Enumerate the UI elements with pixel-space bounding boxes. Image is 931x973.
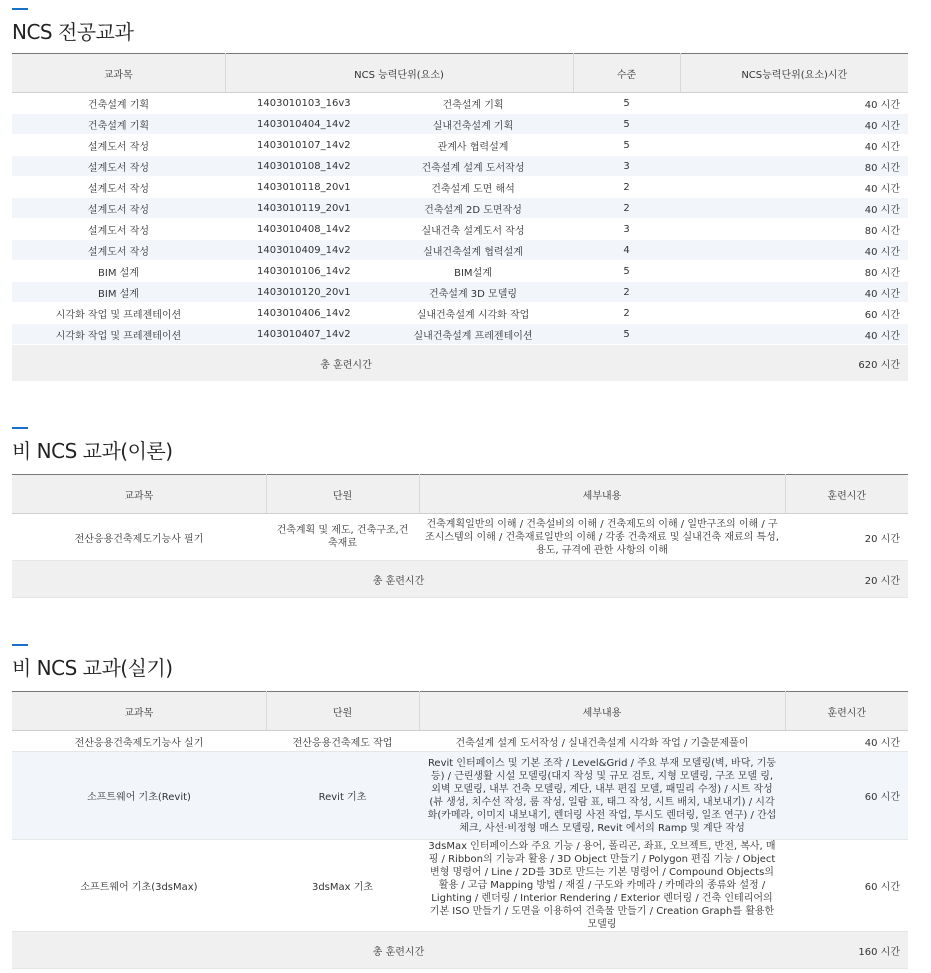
total-hours: 20 시간: [785, 561, 908, 598]
cell-hours: 40 시간: [680, 324, 908, 345]
cell-unit: 전산응용건축제도 작업: [266, 731, 419, 752]
cell-subject: 건축설계 기획: [12, 93, 225, 114]
cell-subject: 시각화 작업 및 프레젠테이션: [12, 324, 225, 345]
table-row: [12, 731, 908, 752]
cell-unit: 건축설계 설계 도서작성: [373, 156, 573, 177]
cell-hours: 40 시간: [680, 282, 908, 303]
cell-level: 3: [573, 156, 680, 177]
cell-code: 1403010404_14v2: [225, 114, 373, 135]
cell-level: 5: [573, 93, 680, 114]
cell-hours: 60 시간: [785, 840, 908, 932]
theory-table: [12, 474, 908, 598]
cell-unit: 실내건축 설계도서 작성: [373, 219, 573, 240]
cell-hours: 40 시간: [680, 177, 908, 198]
total-label: 총 훈련시간: [12, 932, 785, 969]
header-hours: 훈련시간: [785, 475, 908, 514]
cell-code: 1403010407_14v2: [225, 324, 373, 345]
cell-subject: 설계도서 작성: [12, 177, 225, 198]
table-row: [12, 752, 908, 840]
cell-level: 5: [573, 135, 680, 156]
cell-level: 2: [573, 177, 680, 198]
cell-unit: 관계사 협력설계: [373, 135, 573, 156]
cell-detail: 건축계획일반의 이해 / 건축설비의 이해 / 건축제도의 이해 / 일반구조의 이해 / 구조시스템의 이해 / 건축재료일반의 이해 / 각종 건축재료 및 실내건축 재료의 특성, 용도, 규격에 관한 사항의 이해: [419, 514, 785, 561]
header-subject: 교과목: [12, 54, 225, 93]
cell-hours: 60 시간: [785, 752, 908, 840]
cell-level: 5: [573, 261, 680, 282]
cell-hours: 40 시간: [680, 135, 908, 156]
table-row: [12, 240, 908, 261]
table-header-row: [12, 54, 908, 93]
table-row: [12, 198, 908, 219]
section-accent: [12, 8, 28, 10]
practice-table: [12, 691, 908, 969]
cell-unit: 건축계획 및 제도, 건축구조,건축재료: [266, 514, 419, 561]
cell-unit: 실내건축설계 시각화 작업: [373, 303, 573, 324]
table-row: [12, 135, 908, 156]
cell-code: 1403010107_14v2: [225, 135, 373, 156]
cell-hours: 40 시간: [680, 93, 908, 114]
cell-detail: Revit 인터페이스 및 기본 조작 / Level&Grid / 주요 부재 모델링(벽, 바닥, 기둥 등) / 근린생활 시설 모델링(대지 작성 및 규모 검토, 지형 모델링, 구조 모델 링, 외벽 모델링, 내부 건축 모델링, 계단, 내부 편집 모델, 패밀리 수정) / 시트 작성(뷰 생성, 치수선 작성, 룸 작성, 일람 표, 태그 작성, 시트 배치, 내보내기) / 시각화(카메라, 이미지 내보내기, 렌더링 사전 작업, 투시도 렌더링, 일조 연구) / 간섭 체크, 사선·비정형 매스 모델링, Revit 에서의 Ramp 및 계단 작성: [419, 752, 785, 840]
cell-unit: 실내건축설계 협력설계: [373, 240, 573, 261]
cell-code: 1403010108_14v2: [225, 156, 373, 177]
cell-subject: 건축설계 기획: [12, 114, 225, 135]
table-row: [12, 156, 908, 177]
practice-section: [12, 644, 908, 966]
cell-code: 1403010409_14v2: [225, 240, 373, 261]
table-row: [12, 219, 908, 240]
header-level: 수준: [573, 54, 680, 93]
header-detail: 세부내용: [419, 475, 785, 514]
cell-subject: 소프트웨어 기초(Revit): [12, 752, 266, 840]
section-accent: [12, 427, 28, 429]
cell-level: 3: [573, 219, 680, 240]
table-row: [12, 114, 908, 135]
total-label: 총 훈련시간: [12, 561, 785, 598]
cell-subject: 설계도서 작성: [12, 240, 225, 261]
cell-subject: 소프트웨어 기초(3dsMax): [12, 840, 266, 932]
cell-unit: 3dsMax 기초: [266, 840, 419, 932]
cell-subject: 전산응용건축제도기능사 필기: [12, 514, 266, 561]
table-row: [12, 282, 908, 303]
cell-detail: 건축설계 설계 도서작성 / 실내건축설계 시각화 작업 / 기출문제풀이: [419, 731, 785, 752]
cell-subject: BIM 설계: [12, 261, 225, 282]
cell-unit: BIM설계: [373, 261, 573, 282]
table-header-row: [12, 692, 908, 731]
total-label: 총 훈련시간: [12, 345, 680, 382]
table-row: [12, 324, 908, 345]
cell-subject: 설계도서 작성: [12, 156, 225, 177]
cell-unit: 실내건축설계 기획: [373, 114, 573, 135]
cell-unit: 건축설계 2D 도면작성: [373, 198, 573, 219]
cell-subject: 설계도서 작성: [12, 135, 225, 156]
cell-unit: 건축설계 3D 모델링: [373, 282, 573, 303]
header-unit: NCS 능력단위(요소): [225, 54, 573, 93]
header-subject: 교과목: [12, 692, 266, 731]
cell-code: 1403010120_20v1: [225, 282, 373, 303]
cell-level: 2: [573, 282, 680, 303]
cell-subject: 시각화 작업 및 프레젠테이션: [12, 303, 225, 324]
section-accent: [12, 644, 28, 646]
cell-level: 4: [573, 240, 680, 261]
cell-level: 5: [573, 324, 680, 345]
header-unit: 단원: [266, 475, 419, 514]
cell-hours: 40 시간: [785, 731, 908, 752]
header-hours: 훈련시간: [785, 692, 908, 731]
cell-hours: 40 시간: [680, 114, 908, 135]
cell-hours: 60 시간: [680, 303, 908, 324]
cell-hours: 80 시간: [680, 156, 908, 177]
cell-unit: 실내건축설계 프레젠테이션: [373, 324, 573, 345]
cell-subject: 설계도서 작성: [12, 198, 225, 219]
header-unit: 단원: [266, 692, 419, 731]
cell-code: 1403010119_20v1: [225, 198, 373, 219]
ncs-table: [12, 53, 908, 382]
table-row: [12, 514, 908, 561]
cell-hours: 80 시간: [680, 219, 908, 240]
total-row: [12, 345, 908, 382]
cell-code: 1403010106_14v2: [225, 261, 373, 282]
cell-subject: 전산응용건축제도기능사 실기: [12, 731, 266, 752]
cell-unit: 건축설계 도면 해석: [373, 177, 573, 198]
total-hours: 160 시간: [785, 932, 908, 969]
cell-hours: 40 시간: [680, 240, 908, 261]
header-detail: 세부내용: [419, 692, 785, 731]
table-row: [12, 261, 908, 282]
header-hours: NCS능력단위(요소)시간: [680, 54, 908, 93]
section-title: 비 NCS 교과(실기): [12, 656, 173, 680]
cell-hours: 80 시간: [680, 261, 908, 282]
table-header-row: [12, 475, 908, 514]
cell-unit: Revit 기초: [266, 752, 419, 840]
section-title: 비 NCS 교과(이론): [12, 439, 173, 463]
ncs-section: [12, 8, 908, 380]
total-row: [12, 932, 908, 969]
cell-code: 1403010408_14v2: [225, 219, 373, 240]
total-row: [12, 561, 908, 598]
table-row: [12, 177, 908, 198]
cell-hours: 20 시간: [785, 514, 908, 561]
total-hours: 620 시간: [680, 345, 908, 382]
cell-unit: 건축설계 기획: [373, 93, 573, 114]
cell-code: 1403010118_20v1: [225, 177, 373, 198]
table-row: [12, 303, 908, 324]
cell-level: 5: [573, 114, 680, 135]
cell-subject: 설계도서 작성: [12, 219, 225, 240]
cell-level: 2: [573, 303, 680, 324]
cell-code: 1403010103_16v3: [225, 93, 373, 114]
theory-section: [12, 427, 908, 597]
cell-code: 1403010406_14v2: [225, 303, 373, 324]
table-row: [12, 840, 908, 932]
section-title: NCS 전공교과: [12, 20, 134, 44]
table-row: [12, 93, 908, 114]
cell-detail: 3dsMax 인터페이스와 주요 기능 / 용어, 폴리곤, 좌표, 오브젝트, 반전, 복사, 매핑 / Ribbon의 기능과 활용 / 3D Object 만들기 / Polygon 편집 기능 / Object 변형 명령어 / Line / 2D를 3D로 만드는 기본 명령어 / Compound Objects의 활용 / 고급 Mapping 방법 / 재질 / 구도와 카메라 / 카메라의 종류와 설정 / Lighting / 렌더링 / Interior Rendering / Exterior 렌더링 / 건축 인테리어의 기본 ISO 만들기 / 도면을 이용하여 건축물 만들기 / Creation Graph를 활용한 모델링: [419, 840, 785, 932]
header-subject: 교과목: [12, 475, 266, 514]
cell-level: 2: [573, 198, 680, 219]
cell-subject: BIM 설계: [12, 282, 225, 303]
cell-hours: 40 시간: [680, 198, 908, 219]
